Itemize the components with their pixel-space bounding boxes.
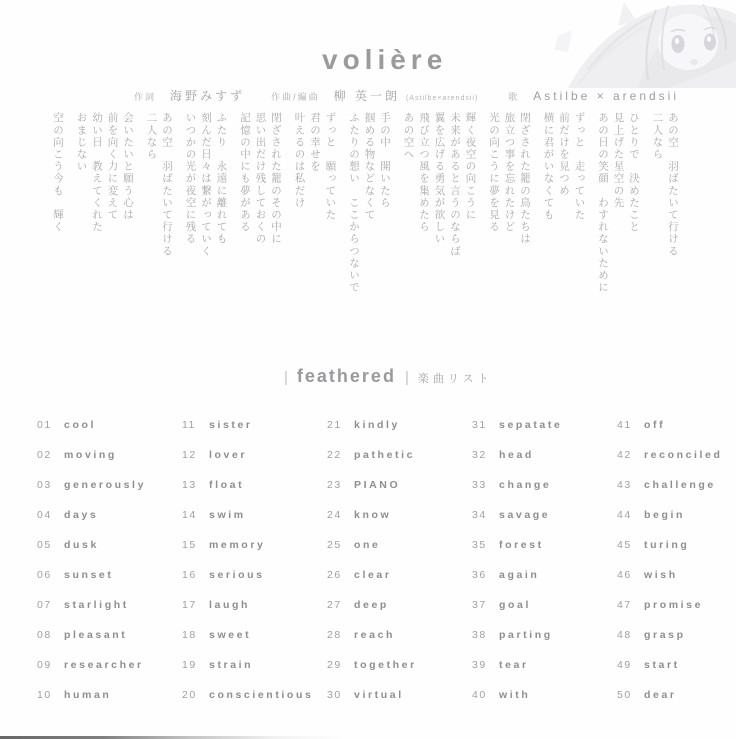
track-title: sepatate — [499, 419, 563, 431]
track-item — [37, 629, 182, 641]
lyric-line: ふたりの想い ここからつないで — [348, 112, 360, 294]
lyric-line: 思い出だけ残しておくの — [254, 112, 267, 246]
track-item — [472, 419, 617, 431]
track-title: virtual — [354, 689, 404, 701]
lyric-line: 閉ざされた籠のその中に — [270, 112, 282, 246]
track-number: 36 — [472, 569, 487, 581]
track-number: 11 — [182, 419, 196, 431]
track-title: together — [354, 659, 417, 671]
track-number: 14 — [182, 509, 197, 521]
lyricist-label: 作詞 — [134, 92, 157, 102]
track-title: with — [499, 689, 531, 701]
track-title: clear — [354, 569, 392, 581]
track-number: 23 — [327, 479, 342, 491]
track-number: 37 — [472, 599, 487, 611]
track-item — [617, 629, 723, 641]
track-item — [182, 569, 327, 581]
lyric-line: 刻んだ日々は繋がっていく — [200, 112, 212, 258]
track-title: change — [499, 479, 552, 491]
track-item — [472, 659, 617, 671]
track-title: deep — [354, 599, 389, 611]
track-item — [182, 509, 327, 521]
track-title: savage — [499, 509, 551, 521]
track-number: 09 — [37, 659, 52, 671]
track-item — [617, 689, 723, 701]
lyric-line: ふたり 永遠に離れても — [215, 112, 228, 246]
lyric-line: あの空 羽ばたいて行ける — [161, 112, 173, 258]
lyrics-stanza — [400, 112, 478, 314]
track-title: memory — [209, 539, 266, 551]
track-title: reconciled — [644, 449, 723, 461]
track-number: 06 — [37, 569, 52, 581]
track-item — [37, 659, 182, 671]
track-number: 16 — [182, 569, 197, 581]
track-title: lover — [209, 449, 248, 461]
lyricist-name: 海野みすず — [170, 89, 246, 103]
track-item — [182, 419, 327, 431]
lyric-line: 二人なら — [651, 112, 664, 161]
track-number: 02 — [37, 449, 52, 461]
track-item — [472, 509, 617, 521]
track-number: 50 — [617, 689, 632, 701]
track-title: goal — [499, 599, 531, 611]
lyric-line: 前だけを見つめ — [558, 112, 570, 197]
track-number: 44 — [617, 509, 632, 521]
vocal-label: 歌 — [508, 92, 520, 102]
lyric-line: 前を向く力に変えて — [106, 112, 119, 221]
lyric-line: おまじない — [75, 112, 88, 173]
tracklist-subtitle: 楽曲リスト — [417, 373, 493, 385]
track-title: start — [644, 659, 680, 671]
track-title: laugh — [209, 599, 250, 611]
track-item — [37, 599, 182, 611]
track-title: cool — [64, 419, 96, 431]
lyric-line: あの空 羽ばたいて行ける — [667, 112, 679, 258]
lyric-line: あの日の笑顔 わすれないために — [597, 112, 609, 294]
track-number: 10 — [37, 689, 52, 701]
track-number: 42 — [617, 449, 632, 461]
track-number: 34 — [472, 509, 487, 521]
lyrics-stanza — [649, 112, 680, 314]
lyrics-stanza — [73, 112, 135, 314]
track-title: promise — [644, 599, 704, 611]
track-item — [182, 689, 327, 701]
lyrics-block — [50, 112, 681, 314]
lyric-line: あの空へ — [402, 112, 415, 161]
track-title: sunset — [64, 569, 114, 581]
lyrics-stanza — [595, 112, 642, 314]
track-number: 35 — [472, 539, 487, 551]
song-title: volière — [322, 44, 448, 75]
track-number: 07 — [37, 599, 52, 611]
track-title: researcher — [64, 659, 144, 671]
track-title: swim — [209, 509, 246, 521]
track-column — [472, 419, 617, 701]
track-column — [327, 419, 472, 701]
lyrics-stanza — [540, 112, 587, 314]
track-number: 27 — [327, 599, 342, 611]
track-number: 31 — [472, 419, 487, 431]
composer-note: (Astilbe×arendsii) — [406, 95, 479, 102]
track-number: 46 — [617, 569, 632, 581]
track-title: starlight — [64, 599, 129, 611]
lyrics-stanza — [50, 112, 66, 314]
track-number: 45 — [617, 539, 632, 551]
track-number: 26 — [327, 569, 342, 581]
track-title: PIANO — [354, 479, 401, 491]
track-item — [327, 509, 472, 521]
track-number: 01 — [37, 419, 52, 431]
tracklist — [37, 419, 722, 701]
track-item — [182, 629, 327, 641]
lyrics-stanza — [237, 112, 284, 314]
track-item — [327, 659, 472, 671]
lyric-line: ずっと 願っていた — [324, 112, 337, 221]
track-number: 18 — [182, 629, 197, 641]
track-title: parting — [499, 629, 553, 641]
tracklist-title: feathered — [296, 366, 396, 386]
track-number: 29 — [327, 659, 342, 671]
track-title: moving — [64, 449, 117, 461]
track-item — [472, 539, 617, 551]
lyric-line: 飛び立つ風を集めたら — [418, 112, 430, 233]
track-number: 04 — [37, 509, 52, 521]
lyric-line: 掴める物などなくて — [363, 112, 376, 221]
track-item — [617, 449, 723, 461]
lyrics-stanza — [291, 112, 338, 314]
track-item — [617, 659, 723, 671]
track-item — [37, 449, 182, 461]
track-number: 47 — [617, 599, 632, 611]
anime-girl-artwork — [528, 0, 736, 88]
track-number: 28 — [327, 629, 342, 641]
lyric-line: 未来があると言うのならば — [449, 112, 461, 258]
lyric-line: 光の向こうに夢を見る — [488, 112, 500, 233]
track-number: 38 — [472, 629, 487, 641]
lyric-line: 翼を広げる勇気が欲しい — [433, 112, 446, 246]
lyric-line: 空の向こう今も 輝く — [52, 112, 64, 233]
composer-name: 柳 英一朗 — [333, 89, 400, 103]
track-title: float — [209, 479, 245, 491]
track-title: wish — [644, 569, 678, 581]
lyric-line: 手の中 開いたら — [379, 112, 391, 209]
track-title: challenge — [644, 479, 716, 491]
lyric-line: 輝く夜空の向こうに — [464, 112, 477, 221]
track-number: 15 — [182, 539, 197, 551]
track-title: grasp — [644, 629, 686, 641]
lyric-line: 見上げた星空の先 — [612, 112, 625, 209]
track-item — [327, 539, 472, 551]
vocal-name: Astilbe × arendsii — [533, 89, 680, 103]
lyric-line: 会いたいと願う心は — [122, 112, 134, 221]
lyric-line: 幼い日 教えてくれた — [91, 112, 103, 233]
track-item — [37, 479, 182, 491]
track-title: pathetic — [354, 449, 416, 461]
track-item — [617, 479, 723, 491]
track-number: 32 — [472, 449, 487, 461]
track-number: 12 — [182, 449, 197, 461]
track-item — [617, 539, 723, 551]
track-number: 08 — [37, 629, 52, 641]
track-item — [617, 569, 723, 581]
track-item — [37, 569, 182, 581]
track-number: 21 — [327, 419, 342, 431]
track-title: human — [64, 689, 112, 701]
track-title: days — [64, 509, 99, 521]
track-column — [37, 419, 182, 701]
track-title: off — [644, 419, 666, 431]
lyric-line: 二人なら — [145, 112, 158, 161]
credits-row — [134, 87, 680, 104]
lyric-line: 閉ざされた籠の鳥たちは — [519, 112, 531, 246]
track-item — [327, 599, 472, 611]
track-item — [327, 689, 472, 701]
lyrics-stanza — [346, 112, 393, 314]
track-title: begin — [644, 509, 685, 521]
track-item — [327, 479, 472, 491]
track-item — [617, 419, 723, 431]
track-title: kindly — [354, 419, 400, 431]
track-item — [37, 539, 182, 551]
track-number: 39 — [472, 659, 487, 671]
lyric-line: ひとりで 決めたこと — [628, 112, 640, 233]
track-item — [37, 419, 182, 431]
lyric-line: 横に君がいなくても — [542, 112, 555, 221]
track-item — [472, 479, 617, 491]
tracklist-header — [284, 366, 493, 387]
track-number: 48 — [617, 629, 632, 641]
track-title: tear — [499, 659, 529, 671]
track-number: 03 — [37, 479, 52, 491]
lyrics-stanza — [486, 112, 533, 314]
track-number: 49 — [617, 659, 632, 671]
track-item — [472, 569, 617, 581]
track-title: dear — [644, 689, 677, 701]
track-title: sweet — [209, 629, 252, 641]
track-number: 17 — [182, 599, 197, 611]
header-bar-right: | — [404, 369, 409, 386]
track-title: head — [499, 449, 534, 461]
track-number: 40 — [472, 689, 487, 701]
track-number: 33 — [472, 479, 487, 491]
lyrics-stanza — [182, 112, 229, 314]
track-item — [472, 599, 617, 611]
track-title: one — [354, 539, 381, 551]
track-item — [617, 599, 723, 611]
track-item — [182, 479, 327, 491]
track-title: know — [354, 509, 392, 521]
track-title: generously — [64, 479, 147, 491]
track-title: forest — [499, 539, 544, 551]
track-number: 22 — [327, 449, 342, 461]
track-title: conscientious — [209, 689, 314, 701]
track-number: 05 — [37, 539, 52, 551]
header-bar-left: | — [284, 369, 288, 386]
track-title: reach — [354, 629, 396, 641]
track-item — [37, 689, 182, 701]
track-item — [617, 509, 723, 521]
track-item — [472, 689, 617, 701]
track-number: 41 — [617, 419, 632, 431]
track-title: strain — [209, 659, 254, 671]
track-number: 20 — [182, 689, 197, 701]
track-number: 24 — [327, 509, 342, 521]
lyric-line: いつかの光が夜空に残る — [184, 112, 197, 246]
track-number: 25 — [327, 539, 342, 551]
track-number: 30 — [327, 689, 342, 701]
track-title: dusk — [64, 539, 99, 551]
lyric-line: 叶えるのは私だけ — [293, 112, 306, 209]
track-number: 13 — [182, 479, 197, 491]
track-item — [37, 509, 182, 521]
track-column — [182, 419, 327, 701]
track-item — [182, 539, 327, 551]
track-number: 19 — [182, 659, 197, 671]
track-item — [182, 449, 327, 461]
lyric-line: ずっと 走っていた — [573, 112, 586, 221]
track-item — [182, 659, 327, 671]
track-number: 43 — [617, 479, 632, 491]
lyric-line: 記憶の中にも夢がある — [239, 112, 251, 233]
track-item — [472, 629, 617, 641]
composer-label: 作曲/編曲 — [271, 92, 320, 102]
track-item — [327, 419, 472, 431]
track-item — [327, 569, 472, 581]
track-item — [327, 629, 472, 641]
track-item — [327, 449, 472, 461]
track-title: sister — [209, 419, 253, 431]
track-item — [182, 599, 327, 611]
lyric-line: 旅立つ事を忘れたけど — [503, 112, 516, 233]
track-title: turing — [644, 539, 690, 551]
lyrics-stanza — [143, 112, 174, 314]
lyric-line: 君の幸せを — [309, 112, 321, 173]
track-title: serious — [209, 569, 265, 581]
track-title: pleasant — [64, 629, 128, 641]
track-column — [617, 419, 723, 701]
track-item — [472, 449, 617, 461]
track-title: again — [499, 569, 540, 581]
